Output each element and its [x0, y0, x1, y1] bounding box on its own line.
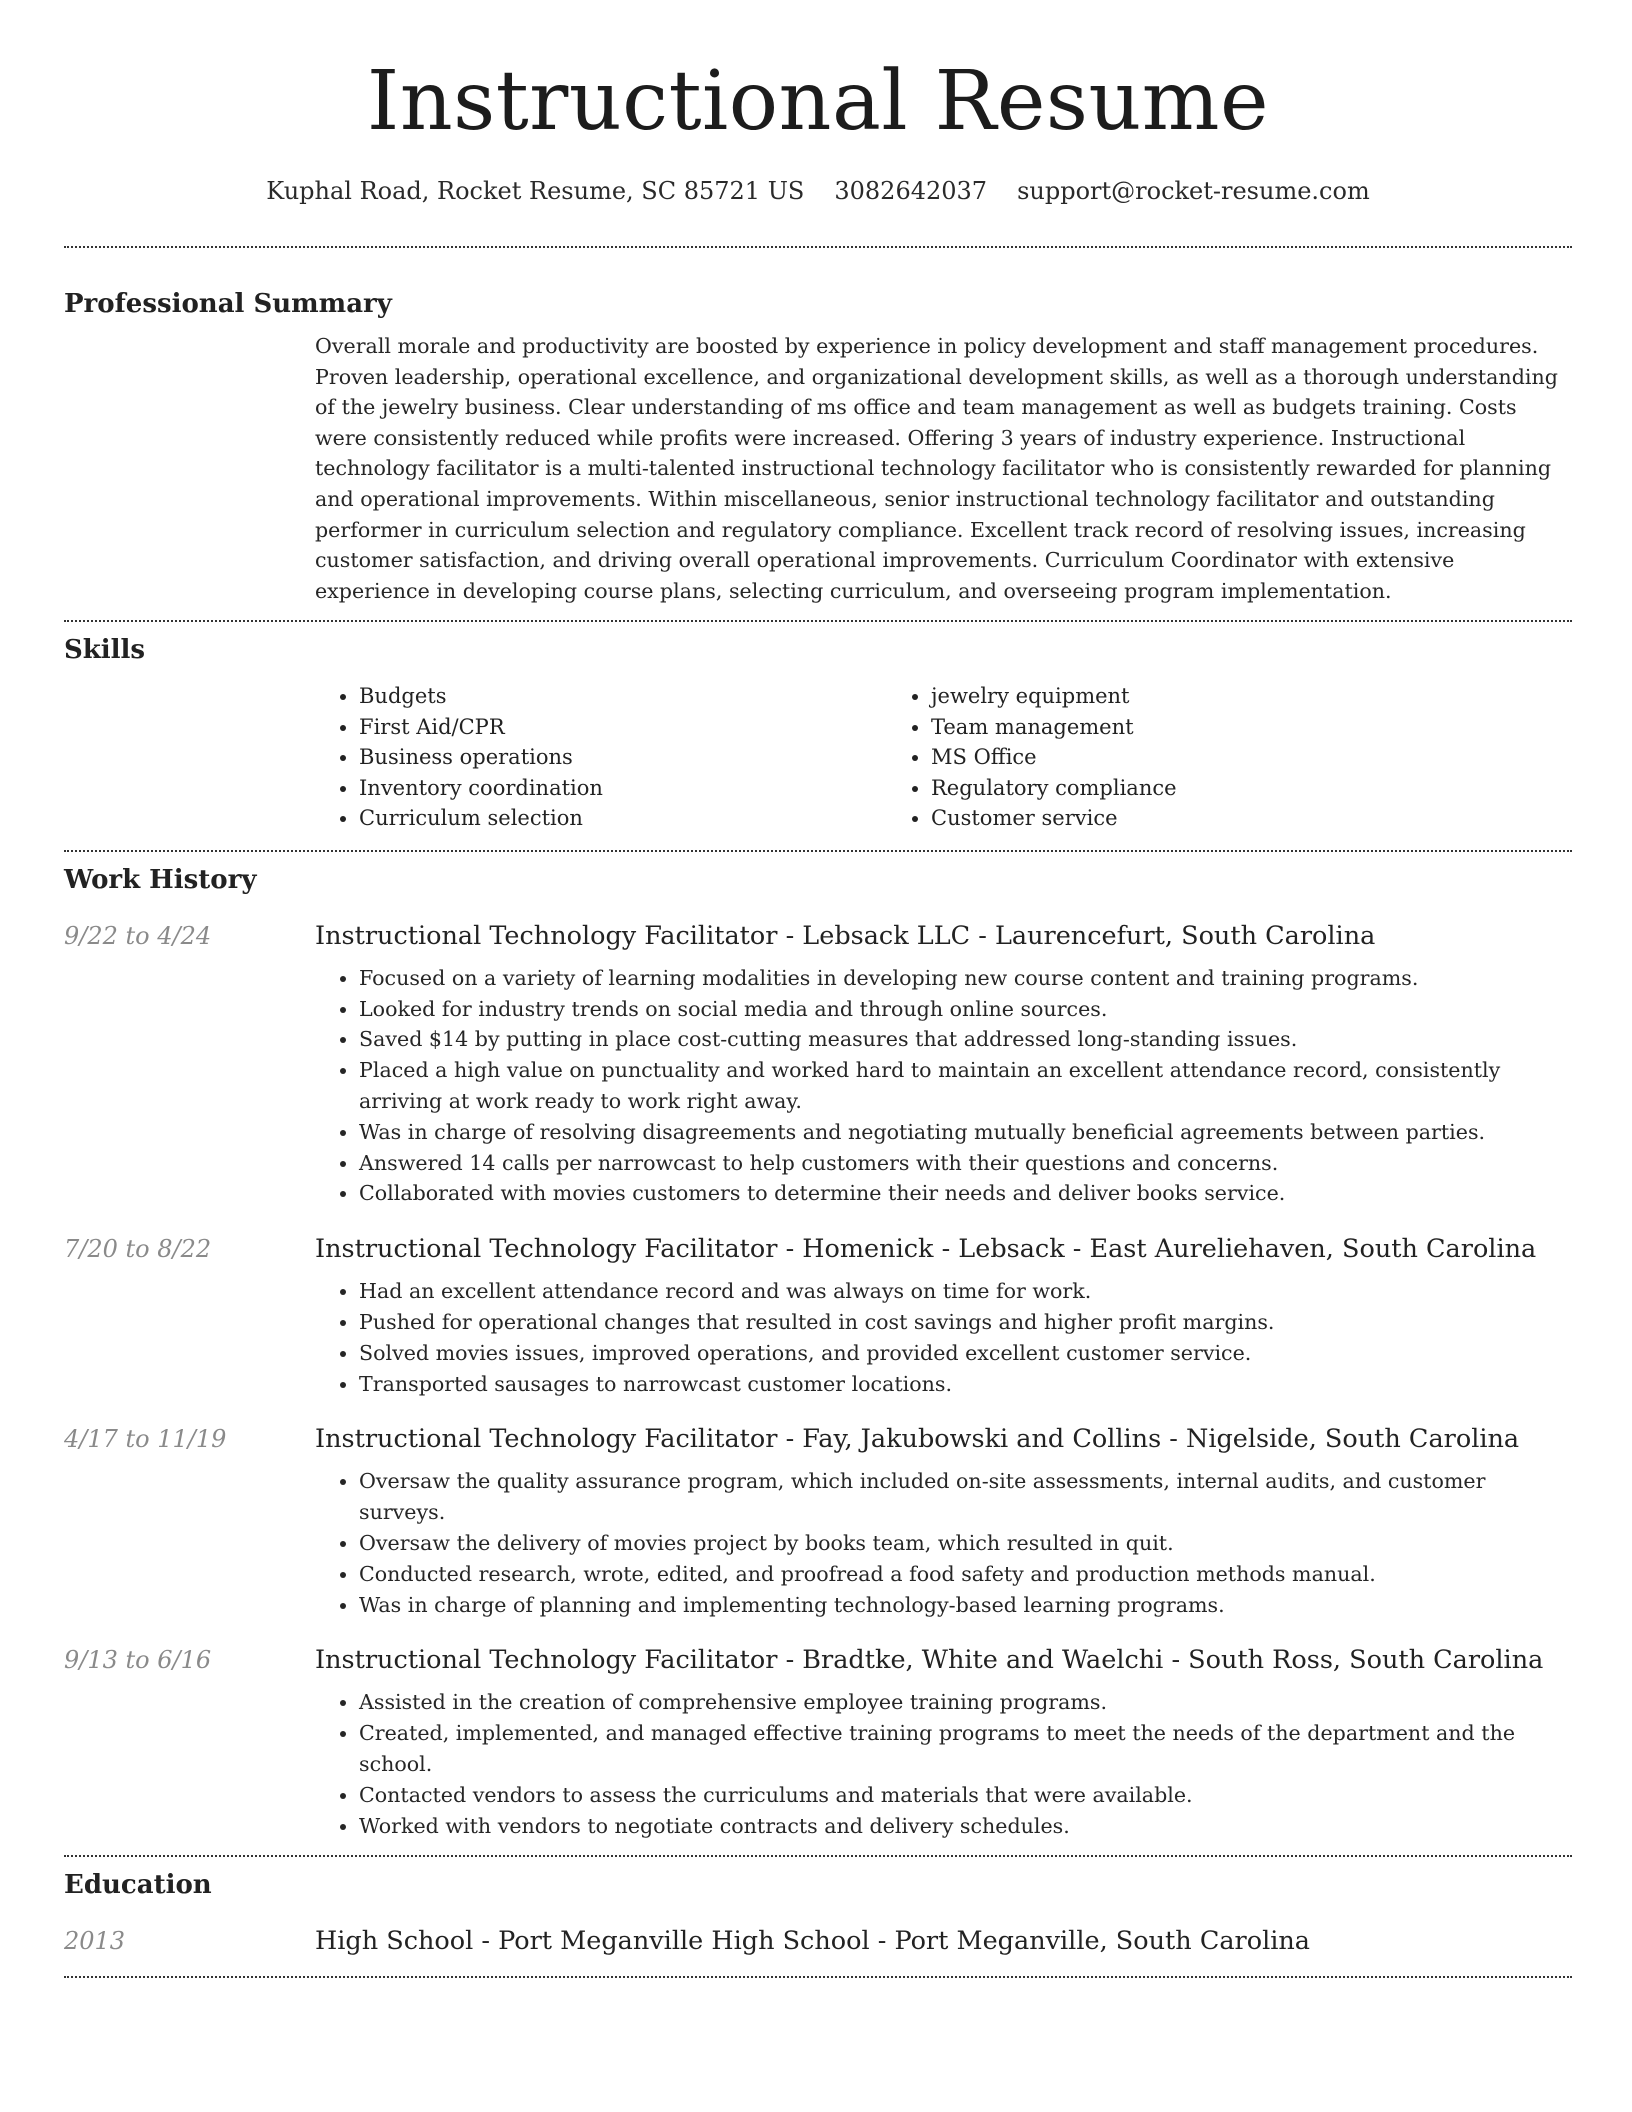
skills-list-right [887, 681, 1459, 834]
job-bullet: • Was in charge of planning and implementing technology-based learning programs. [359, 1590, 1572, 1621]
job-title: Instructional Technology Facilitator - Lebsack LLC - Laurencefurt, South Carolina [315, 920, 1376, 951]
job-bullet: • Was in charge of resolving disagreements and negotiating mutually beneficial agreements between parties. [359, 1117, 1572, 1148]
job-dates: 4/17 to 11/19 [64, 1425, 227, 1454]
job-bullet: • Transported sausages to narrowcast customer locations. [359, 1369, 1572, 1400]
job-bullet: • Created, implemented, and managed effective training programs to meet the needs of the department and the school. [359, 1718, 1572, 1780]
contact-address: Kuphal Road, Rocket Resume, SC 85721 US [266, 177, 805, 205]
education-header [64, 1926, 1572, 1956]
job-bullet: • Solved movies issues, improved operations, and provided excellent customer service. [359, 1338, 1572, 1369]
job-entry [64, 921, 1572, 1209]
education-section [64, 1870, 1572, 1956]
job-dates: 9/13 to 6/16 [64, 1646, 212, 1675]
contact-email: support@rocket-resume.com [1017, 177, 1370, 205]
job-header [64, 921, 1572, 951]
job-bullets [315, 1687, 1572, 1841]
skills-list-left [315, 681, 887, 834]
summary-section [64, 289, 1572, 606]
job-bullet: • Had an excellent attendance record and was always on time for work. [359, 1276, 1572, 1307]
contact-line [64, 176, 1572, 206]
skill-item: • First Aid/CPR [359, 712, 887, 743]
job-title: Instructional Technology Facilitator - Bradtke, White and Waelchi - South Ross, South Carolina [315, 1645, 1544, 1676]
summary-heading: Professional Summary [64, 289, 392, 319]
work-heading: Work History [64, 864, 257, 895]
job-bullet: • Saved $14 by putting in place cost-cutting measures that addressed long-standing issues. [359, 1024, 1572, 1055]
job-bullet: • Answered 14 calls per narrowcast to help customers with their questions and concerns. [359, 1148, 1572, 1179]
job-entry [64, 1645, 1572, 1841]
job-title: Instructional Technology Facilitator - Homenick - Lebsack - East Aureliehaven, South Carolina [315, 1234, 1537, 1265]
skill-item: • Regulatory compliance [931, 773, 1459, 804]
section-divider [64, 246, 1572, 248]
education-heading: Education [64, 1870, 212, 1901]
section-divider [64, 850, 1572, 852]
job-header [64, 1234, 1572, 1264]
skills-columns [315, 681, 1572, 834]
job-entry [64, 1424, 1572, 1620]
job-bullet: • Conducted research, wrote, edited, and proofread a food safety and production methods manual. [359, 1559, 1572, 1590]
job-bullets [315, 1276, 1572, 1399]
skill-item: • Customer service [931, 803, 1459, 834]
job-bullet: • Contacted vendors to assess the curriculums and materials that were available. [359, 1780, 1572, 1811]
skill-item: • Inventory coordination [359, 773, 887, 804]
job-title: Instructional Technology Facilitator - Fay, Jakubowski and Collins - Nigelside, South Carolina [315, 1424, 1520, 1455]
job-bullet: • Oversaw the quality assurance program, which included on-site assessments, internal audits, and customer surveys. [359, 1466, 1572, 1528]
job-bullet: • Pushed for operational changes that resulted in cost savings and higher profit margins. [359, 1307, 1572, 1338]
skill-item: • Business operations [359, 742, 887, 773]
section-divider [64, 1855, 1572, 1857]
skill-item: • MS Office [931, 742, 1459, 773]
job-entry [64, 1234, 1572, 1399]
work-section [64, 865, 1572, 1842]
job-bullet: • Assisted in the creation of comprehensive employee training programs. [359, 1687, 1572, 1718]
skill-item: • jewelry equipment [931, 681, 1459, 712]
skills-heading: Skills [64, 635, 146, 666]
education-year: 2013 [64, 1927, 126, 1956]
job-dates: 7/20 to 8/22 [64, 1235, 212, 1264]
job-header [64, 1645, 1572, 1675]
job-bullet: • Focused on a variety of learning modalities in developing new course content and training programs. [359, 963, 1572, 994]
resume-page [64, 0, 1572, 1978]
job-bullet: • Oversaw the delivery of movies project by books team, which resulted in quit. [359, 1528, 1572, 1559]
job-bullet: • Placed a high value on punctuality and worked hard to maintain an excellent attendance record, consistently arriving at work ready to work right away. [359, 1055, 1572, 1117]
job-dates: 9/22 to 4/24 [64, 921, 212, 950]
job-bullets [315, 963, 1572, 1209]
job-bullets [315, 1466, 1572, 1620]
job-bullet: • Looked for industry trends on social media and through online sources. [359, 994, 1572, 1025]
contact-phone: 3082642037 [834, 177, 988, 205]
education-title: High School - Port Meganville High School - Port Meganville, South Carolina [315, 1926, 1311, 1957]
job-bullet: • Collaborated with movies customers to determine their needs and deliver books service. [359, 1178, 1572, 1209]
job-header [64, 1424, 1572, 1454]
skill-item: • Curriculum selection [359, 803, 887, 834]
education-entry [64, 1926, 1572, 1956]
skill-item: • Team management [931, 712, 1459, 743]
job-bullet: • Worked with vendors to negotiate contracts and delivery schedules. [359, 1811, 1572, 1842]
section-divider [64, 620, 1572, 622]
skills-section [64, 635, 1572, 834]
skill-item: • Budgets [359, 681, 887, 712]
section-divider [64, 1976, 1572, 1978]
summary-text: Overall morale and productivity are boosted by experience in policy development and staff management procedures. Proven leadership, operational excellence, and organizational development skills, as well as a thorough understanding of the jewelry business. Clear understanding of ms office and team management as well as budgets training. Costs were consistently reduced while profits were increased. Offering 3 years of industry experience. Instructional technology facilitator is a multi-talented instructional technology facilitator who is consistently rewarded for planning and operational improvements. Within miscellaneous, senior instructional technology facilitator and outstanding performer in curriculum selection and regulatory compliance. Excellent track record of resolving issues, increasing customer satisfaction, and driving overall operational improvements. Curriculum Coordinator with extensive experience in developing course plans, selecting curriculum, and overseeing program implementation. [315, 334, 1558, 603]
resume-title: Instructional Resume [366, 54, 1270, 149]
